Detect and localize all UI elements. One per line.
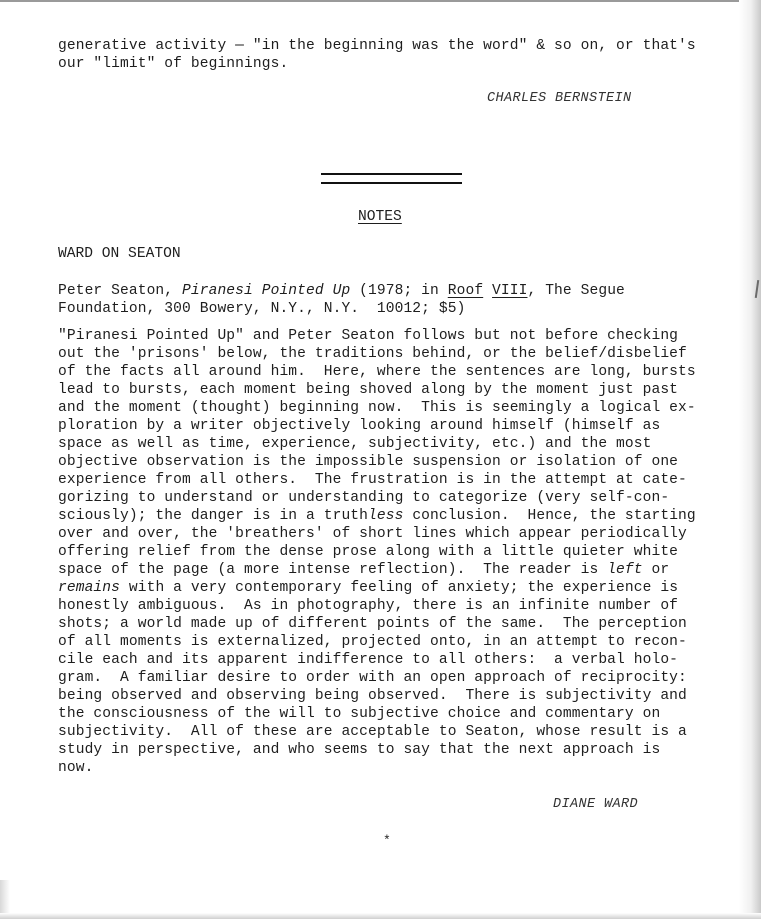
body-line: of the facts all around him. Here, where the sentences are long, bursts xyxy=(58,364,696,380)
citation-journal: Roof xyxy=(447,283,484,299)
prior-piece-author: CHARLES BERNSTEIN xyxy=(487,91,632,106)
body-line: "Piranesi Pointed Up" and Peter Seaton follows but not before checking xyxy=(58,328,679,344)
body-line: subjectivity. All of these are acceptable to Seaton, whose result is a xyxy=(58,724,687,740)
section-heading: NOTES xyxy=(358,209,402,225)
citation-line-1 xyxy=(58,282,625,300)
footer-asterisk: * xyxy=(383,833,391,848)
citation-author: Peter Seaton, xyxy=(58,283,183,299)
body-line: out the 'prisons' below, the traditions behind, or the belief/disbelief xyxy=(58,346,687,362)
body-line: of all moments is externalized, projected onto, in an attempt to recon- xyxy=(58,634,687,650)
body-line: space as well as time, experience, subjectivity, etc.) and the most xyxy=(58,436,652,452)
divider-rule-top xyxy=(321,173,462,175)
italic-remains: remains xyxy=(58,580,121,596)
review-author: DIANE WARD xyxy=(553,797,639,812)
body-line: lead to bursts, each moment being shoved along by the moment just past xyxy=(58,382,679,398)
body-line-italic-remains: remains with a very contemporary feeling of anxiety; the experience is xyxy=(58,580,679,596)
citation-book-title: Piranesi Pointed Up xyxy=(182,283,351,299)
prior-piece-line-2: our "limit" of beginnings. xyxy=(58,56,289,72)
body-line: being observed and observing being observed. There is subjectivity and xyxy=(58,688,687,704)
body-line-italic-less: sciously); the danger is in a truthless conclusion. Hence, the starting xyxy=(58,508,696,524)
body-line: offering relief from the dense prose along with a little quieter white xyxy=(58,544,679,560)
page-right-edge xyxy=(739,0,761,919)
body-line: honestly ambiguous. As in photography, there is an infinite number of xyxy=(58,598,679,614)
review-title: WARD ON SEATON xyxy=(58,246,181,262)
body-line: objective observation is the impossible suspension or isolation of one xyxy=(58,454,679,470)
prior-piece-line-1: generative activity — "in the beginning was the word" & so on, or that's xyxy=(58,38,696,54)
italic-left: left xyxy=(607,562,643,578)
body-line: cile each and its apparent indifference to all others: a verbal holo- xyxy=(58,652,679,668)
citation-line-2: Foundation, 300 Bowery, N.Y., N.Y. 10012; $5) xyxy=(58,301,466,317)
body-line: ploration by a writer objectively looking around himself (himself as xyxy=(58,418,661,434)
italic-less: less xyxy=(368,508,404,524)
body-line: now. xyxy=(58,760,94,776)
body-line: and the moment (thought) beginning now. This is seemingly a logical ex- xyxy=(58,400,696,416)
page-bottom-edge xyxy=(0,913,761,919)
body-line: shots; a world made up of different points of the same. The perception xyxy=(58,616,687,632)
divider-rule-bottom xyxy=(321,182,462,184)
body-line: experience from all others. The frustration is in the attempt at cate- xyxy=(58,472,687,488)
body-line: study in perspective, and who seems to say that the next approach is xyxy=(58,742,661,758)
citation-open: (1978; in xyxy=(350,283,448,299)
body-line: gorizing to understand or understanding to categorize (very self-con- xyxy=(58,490,670,506)
body-line-italic-left: space of the page (a more intense reflection). The reader is left or xyxy=(58,562,670,578)
citation-issue: VIII xyxy=(492,283,528,299)
page-top-edge xyxy=(0,0,740,2)
body-line: the consciousness of the will to subjective choice and commentary on xyxy=(58,706,661,722)
body-line: gram. A familiar desire to order with an open approach of reciprocity: xyxy=(58,670,687,686)
citation-publisher: , The Segue xyxy=(527,283,625,299)
body-line: over and over, the 'breathers' of short lines which appear periodically xyxy=(58,526,687,542)
